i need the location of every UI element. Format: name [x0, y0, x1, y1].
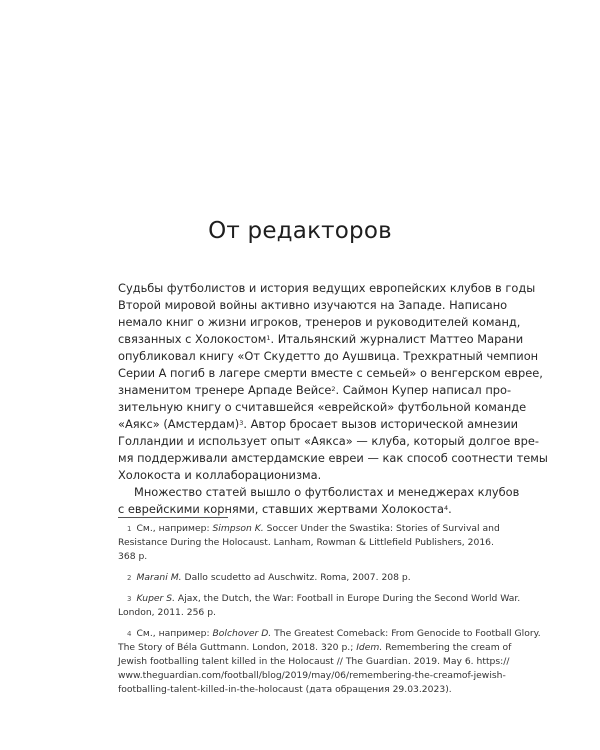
footnote-line	[118, 571, 482, 585]
footnote-text: Dallo scudetto ad Auschwitz. Roma, 2007. 208 p.	[181, 572, 411, 583]
footnotes	[118, 522, 541, 704]
text-line	[118, 382, 512, 399]
footnote-ref-3[interactable]: 3	[239, 419, 244, 427]
footnote-line	[118, 522, 500, 536]
footnote-number: 1	[127, 525, 132, 533]
text-fragment: .	[335, 383, 340, 397]
text-fragment: .	[270, 332, 275, 346]
footnote-line: Resistance During the Holocaust. Lanham, Rowman & Littlefield Publishers, 2016.	[118, 537, 494, 548]
body-text	[118, 280, 548, 518]
footnote-prefix: См., например:	[136, 628, 213, 639]
text-line: Судьбы футболистов и история ведущих европейских клубов в годы	[118, 281, 536, 295]
footnote-separator	[118, 517, 228, 518]
text-fragment: .	[448, 502, 452, 516]
text-fragment: Саймон Купер написал про-	[342, 383, 512, 397]
text-line: Голландии и использует опыт «Аякса» — клуба, который долгое вре-	[118, 434, 539, 448]
footnote-text: Remembering the cream of	[382, 642, 512, 653]
footnote-ref-4[interactable]: 4	[444, 504, 449, 512]
footnote-line	[118, 641, 512, 655]
footnote-text: The Greatest Comeback: From Genocide to Football Glory.	[271, 628, 541, 639]
footnote-ref-1[interactable]: 1	[266, 334, 271, 342]
footnote-author: Marani M.	[136, 572, 182, 583]
footnote-number: 3	[127, 595, 132, 603]
footnote-line: London, 2011. 256 p.	[118, 607, 216, 618]
footnote-text: Soccer Under the Swastika: Stories of Survival and	[263, 523, 500, 534]
text-line	[118, 501, 482, 518]
footnote-text: The Story of Béla Guttmann. London, 2018. 320 p.;	[118, 642, 357, 653]
text-line: Серии А погиб в лагере смерти вместе с семьей» о венгерском еврее,	[118, 366, 543, 380]
text-fragment: знаменитом тренере Арпаде Вейсе	[118, 383, 332, 397]
text-line	[118, 331, 524, 348]
footnote-2	[118, 571, 482, 585]
text-line: опубликовал книгу «От Скудетто до Аушвица. Трехкратный чемпион	[118, 349, 539, 363]
text-fragment: с еврейскими корнями, ставших жертвами Холокоста	[118, 502, 444, 516]
text-line: мя поддерживали амстердамские евреи — как способ соотнести темы	[118, 451, 548, 465]
footnote-ref-2[interactable]: 2	[331, 385, 336, 393]
footnote-line: 368 p.	[118, 551, 148, 562]
text-fragment: Автор бросает вызов исторической амнезии	[250, 417, 519, 431]
footnote-prefix: См., например:	[136, 523, 213, 534]
text-fragment: .	[243, 417, 247, 431]
text-fragment: «Аякс» (Амстердам)	[118, 417, 240, 431]
footnote-4	[118, 627, 541, 697]
footnote-text: Ajax, the Dutch, the War: Football in Europe During the Second World War.	[175, 593, 521, 604]
footnote-1	[118, 522, 500, 564]
footnote-author: Simpson K.	[212, 523, 264, 534]
footnote-link[interactable]: www.theguardian.com/football/blog/2019/may/06/remembering-the-creamof-jewish-	[118, 670, 506, 681]
text-line	[118, 416, 519, 433]
footnote-line: footballing-talent-killed-in-the-holocaust (дата обращения 29.03.2023).	[118, 684, 452, 695]
text-fragment: связанных с Холокостом	[118, 332, 267, 346]
text-line: зительную книгу о считавшейся «еврейской» футбольной команде	[118, 400, 527, 414]
footnote-number: 4	[127, 630, 132, 638]
text-line: Холокоста и коллаборационизма.	[118, 468, 322, 482]
footnote-line	[118, 627, 541, 641]
chapter-title: От редакторов	[208, 218, 392, 244]
footnote-author: Kuper S.	[136, 593, 176, 604]
footnote-number: 2	[127, 574, 132, 582]
footnote-line: Jewish footballing talent killed in the Holocaust // The Guardian. 2019. May 6. https://	[118, 656, 510, 667]
text-line: Множество статей вышло о футболистах и менеджерах клубов	[134, 485, 520, 499]
footnote-author: Bolchover D.	[212, 628, 272, 639]
text-fragment: Итальянский журналист Маттео Марани	[277, 332, 524, 346]
footnote-line	[118, 592, 521, 606]
text-line: немало книг о жизни игроков, тренеров и руководителей команд,	[118, 315, 521, 329]
text-line: Второй мировой войны активно изучаются на Западе. Написано	[118, 298, 508, 312]
footnote-3	[118, 592, 521, 620]
footnote-idem: Idem.	[356, 642, 383, 653]
